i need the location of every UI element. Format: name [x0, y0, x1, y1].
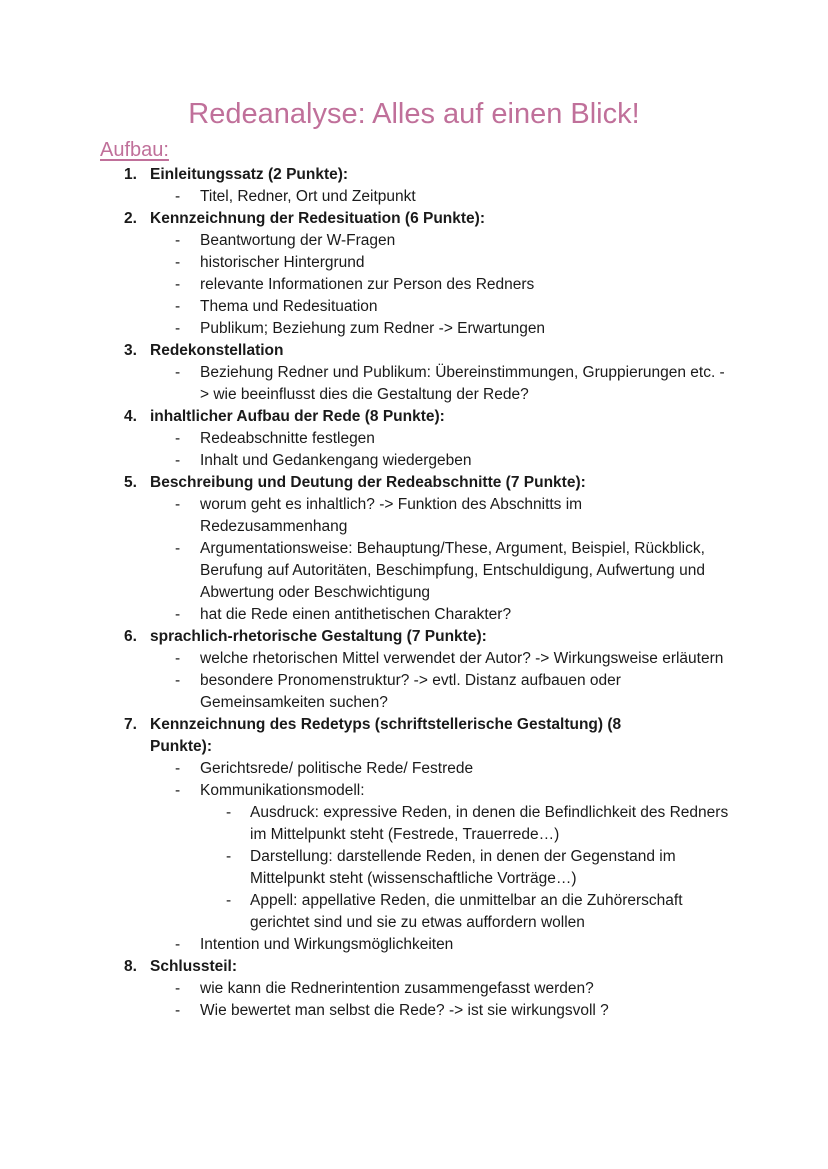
bullet-text: Thema und Redesituation: [200, 298, 378, 315]
outline-item: [0, 626, 828, 714]
bullet-item: [0, 978, 730, 1000]
outline-item-heading: [0, 714, 670, 758]
bullet-text: wie kann die Rednerintention zusammengefasst werden?: [200, 980, 594, 997]
outline-item-number: 4.: [124, 408, 137, 425]
bullet-text: besondere Pronomenstruktur? -> evtl. Distanz aufbauen oder Gemeinsamkeiten suchen?: [200, 672, 621, 711]
sub-bullet-dash: -: [226, 848, 232, 865]
outline-item-heading: [0, 406, 670, 428]
sub-bullet-item: [0, 802, 730, 846]
outline-item-number: 6.: [124, 628, 137, 645]
outline-item: [0, 472, 828, 626]
bullet-dash: -: [175, 298, 181, 315]
outline-item: [0, 714, 828, 956]
bullet-item: [0, 450, 730, 472]
outline-list: [0, 164, 828, 1022]
outline-item-heading: [0, 164, 670, 186]
bullet-text: Beziehung Redner und Publikum: Übereinstimmungen, Gruppierungen etc. -> wie beeinflusst dies die Gestaltung der Rede?: [200, 364, 725, 403]
bullet-dash: -: [175, 782, 181, 799]
outline-item-number: 1.: [124, 166, 137, 183]
sub-bullet-text: Darstellung: darstellende Reden, in denen der Gegenstand im Mittelpunkt steht (wissenschaftliche Vorträge…): [250, 848, 676, 887]
bullet-text: hat die Rede einen antithetischen Charakter?: [200, 606, 512, 623]
bullet-dash: -: [175, 254, 181, 271]
outline-item-heading: [0, 208, 670, 230]
bullet-item: [0, 494, 730, 538]
sub-bullet-text: Ausdruck: expressive Reden, in denen die Befindlichkeit des Redners im Mittelpunkt steht (Festrede, Trauerrede…): [250, 804, 729, 843]
outline-item-number: 7.: [124, 716, 137, 733]
bullet-item: [0, 934, 730, 956]
section-heading-aufbau: Aufbau:: [100, 139, 169, 161]
bullet-item: [0, 758, 730, 780]
outline-item-heading-text: Beschreibung und Deutung der Redeabschnitte (7 Punkte):: [150, 474, 586, 491]
bullet-text: Inhalt und Gedankengang wiedergeben: [200, 452, 472, 469]
bullet-item: [0, 230, 730, 252]
bullet-text: Wie bewertet man selbst die Rede? -> ist sie wirkungsvoll ?: [200, 1002, 609, 1019]
bullet-text: Intention und Wirkungsmöglichkeiten: [200, 936, 454, 953]
bullet-dash: -: [175, 276, 181, 293]
bullet-item: [0, 428, 730, 450]
bullet-text: Gerichtsrede/ politische Rede/ Festrede: [200, 760, 474, 777]
outline-item-heading-text: Kennzeichnung der Redesituation (6 Punkte):: [150, 210, 485, 227]
bullet-dash: -: [175, 606, 181, 623]
outline-item-number: 5.: [124, 474, 137, 491]
sub-bullet-dash: -: [226, 892, 232, 909]
bullet-text: Argumentationsweise: Behauptung/These, Argument, Beispiel, Rückblick, Berufung auf Autoritäten, Beschimpfung, Entschuldigung, Aufwertung und Abwertung oder Beschwichtigung: [200, 540, 705, 601]
bullet-dash: -: [175, 650, 181, 667]
bullet-text: relevante Informationen zur Person des Redners: [200, 276, 535, 293]
outline-item-heading-text: inhaltlicher Aufbau der Rede (8 Punkte):: [150, 408, 445, 425]
bullet-text: welche rhetorischen Mittel verwendet der Autor? -> Wirkungsweise erläutern: [200, 650, 724, 667]
outline-item: [0, 956, 828, 1022]
bullet-dash: -: [175, 496, 181, 513]
outline-item-number: 8.: [124, 958, 137, 975]
outline-item-number: 3.: [124, 342, 137, 359]
bullet-item: [0, 670, 730, 714]
bullet-item: [0, 362, 730, 406]
bullet-dash: -: [175, 452, 181, 469]
sub-bullet-text: Appell: appellative Reden, die unmittelbar an die Zuhörerschaft gerichtet sind und sie zu etwas auffordern wollen: [250, 892, 683, 931]
bullet-dash: -: [175, 936, 181, 953]
bullet-dash: -: [175, 1002, 181, 1019]
outline-item-heading-text: Redekonstellation: [150, 342, 284, 359]
outline-item-heading-text: Einleitungssatz (2 Punkte):: [150, 166, 349, 183]
bullet-dash: -: [175, 320, 181, 337]
bullet-text: historischer Hintergrund: [200, 254, 365, 271]
bullet-text: Kommunikationsmodell:: [200, 782, 365, 799]
sub-bullet-item: [0, 846, 730, 890]
outline-item-heading: [0, 340, 670, 362]
sub-bullet-dash: -: [226, 804, 232, 821]
bullet-item: [0, 604, 730, 626]
outline-item: [0, 164, 828, 208]
bullet-dash: -: [175, 364, 181, 381]
outline-item-heading: [0, 472, 670, 494]
bullet-item: [0, 296, 730, 318]
bullet-item: [0, 780, 730, 802]
bullet-text: Titel, Redner, Ort und Zeitpunkt: [200, 188, 416, 205]
outline-item-heading: [0, 626, 670, 648]
outline-item: [0, 340, 828, 406]
bullet-item: [0, 648, 730, 670]
bullet-dash: -: [175, 430, 181, 447]
bullet-text: worum geht es inhaltlich? -> Funktion des Abschnitts im Redezusammenhang: [200, 496, 583, 535]
bullet-text: Beantwortung der W-Fragen: [200, 232, 396, 249]
bullet-dash: -: [175, 672, 181, 689]
bullet-dash: -: [175, 540, 181, 557]
bullet-text: Publikum; Beziehung zum Redner -> Erwartungen: [200, 320, 546, 337]
bullet-item: [0, 318, 730, 340]
sub-bullet-item: [0, 890, 730, 934]
bullet-dash: -: [175, 232, 181, 249]
outline-item-heading-text: sprachlich-rhetorische Gestaltung (7 Punkte):: [150, 628, 487, 645]
outline-item-number: 2.: [124, 210, 137, 227]
outline-item-heading: [0, 956, 670, 978]
bullet-dash: -: [175, 980, 181, 997]
bullet-item: [0, 252, 730, 274]
bullet-item: [0, 186, 730, 208]
outline-item-heading-text: Kennzeichnung des Redetyps (schriftstellerische Gestaltung) (8 Punkte):: [150, 716, 622, 755]
outline-item: [0, 406, 828, 472]
outline-item: [0, 208, 828, 340]
bullet-text: Redeabschnitte festlegen: [200, 430, 375, 447]
bullet-item: [0, 538, 730, 604]
bullet-dash: -: [175, 188, 181, 205]
outline-item-heading-text: Schlussteil:: [150, 958, 237, 975]
document-title: Redeanalyse: Alles auf einen Blick!: [188, 98, 640, 130]
bullet-item: [0, 1000, 730, 1022]
bullet-item: [0, 274, 730, 296]
bullet-dash: -: [175, 760, 181, 777]
